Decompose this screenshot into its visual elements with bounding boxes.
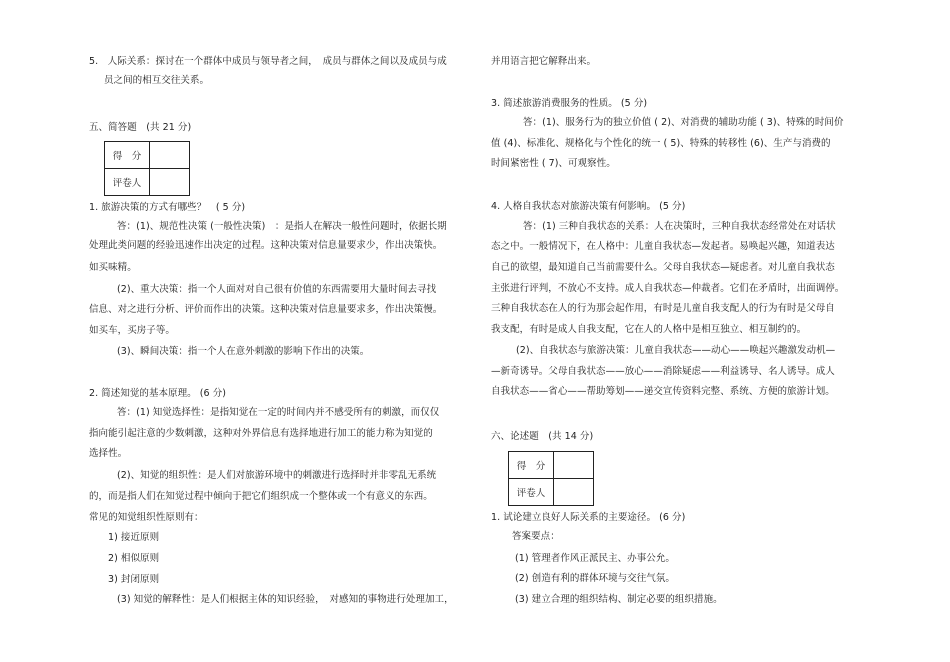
q2-answer-3-line-1: (3) 知觉的解释性：是人们根据主体的知识经验， 对感知的事物进行处理加工， bbox=[117, 594, 454, 605]
q2-principle-1: 1) 接近原则 bbox=[108, 532, 160, 543]
score-cell[interactable] bbox=[554, 452, 594, 479]
score-table-5 bbox=[104, 141, 190, 196]
essay-1-point-1: (1) 管理者作风正派民主、办事公允。 bbox=[515, 553, 675, 564]
q1-answer-2-line-1: (2)、重大决策：指一个人面对对自己很有价值的东西需要用大量时间去寻找 bbox=[117, 284, 437, 295]
q1-answer-2-line-3: 如买车，买房子等。 bbox=[89, 325, 175, 336]
grader-cell[interactable] bbox=[554, 479, 594, 506]
q4-answer-1-line-5: 三种自我状态在人的行为那会起作用，有时是儿童自我支配人的行为有时是父母自 bbox=[491, 303, 835, 314]
score-label: 得 分 bbox=[105, 142, 150, 169]
q4-title: 4. 人格自我状态对旅游决策有何影响。 (5 分) bbox=[491, 201, 686, 212]
q4-answer-2-line-3: 自我状态——省心——帮助筹划——递交宣传资料完整、系统、方便的旅游计划。 bbox=[491, 386, 835, 397]
q3-answer-line-2: 值 (4)、标准化、规格化与个性化的统一 ( 5)、特殊的转移性 (6)、生产与消费的 bbox=[491, 138, 831, 149]
score-label: 得 分 bbox=[509, 452, 554, 479]
q2-answer-1-line-2: 指向能引起注意的少数刺激，这种对外界信息有选择地进行加工的能力称为知觉的 bbox=[89, 428, 433, 439]
q1-answer-3-line-1: (3)、瞬间决策：指一个人在意外刺激的影响下作出的决策。 bbox=[117, 346, 370, 357]
q1-title: 1. 旅游决策的方式有哪些？ ( 5 分) bbox=[89, 202, 246, 213]
q4-answer-1-line-4: 主张进行评判，不放心不支持。成人自我状态—仲裁者。它们在矛盾时，出面调停。 bbox=[491, 283, 845, 294]
q2-principle-2: 2) 相似原则 bbox=[108, 553, 160, 564]
section-5-title: 五、简答题 (共 21 分) bbox=[89, 122, 192, 133]
essay-1-point-3: (3) 建立合理的组织结构、制定必要的组织措施。 bbox=[515, 594, 723, 605]
grader-cell[interactable] bbox=[150, 169, 190, 196]
q3-title: 3. 简述旅游消费服务的性质。 (5 分) bbox=[491, 98, 648, 109]
q1-answer-1-line-3: 如买味精。 bbox=[89, 262, 137, 273]
q1-answer-2-line-2: 信息、对之进行分析、评价而作出的决策。这种决策对信息量要求多，作出决策慢。 bbox=[89, 304, 443, 315]
q4-answer-1-line-6: 我支配，有时是成人自我支配，它在人的人格中是相互独立、相互制约的。 bbox=[491, 324, 807, 335]
q2-title: 2. 简述知觉的基本原理。 (6 分) bbox=[89, 388, 227, 399]
grader-label: 评卷人 bbox=[105, 169, 150, 196]
q2-answer-2-line-1: (2)、知觉的组织性：是人们对旅游环境中的刺激进行选择时并非零乱无系统 bbox=[117, 470, 437, 481]
q2-principles-title: 常见的知觉组织性原则有： bbox=[89, 512, 204, 523]
essay-1-point-2: (2) 创造有利的群体环境与交往气氛。 bbox=[515, 573, 675, 584]
grader-label: 评卷人 bbox=[509, 479, 554, 506]
score-cell[interactable] bbox=[150, 142, 190, 169]
q5-line-1: 5. 人际关系：探讨在一个群体中成员与领导者之间， 成员与群体之间以及成员与成 bbox=[89, 56, 447, 67]
q2-principle-3: 3) 封闭原则 bbox=[108, 574, 160, 585]
q1-answer-1-line-1: 答：(1)、规范性决策 (一般性决策) ：是指人在解决一般性问题时，依据长期 bbox=[117, 221, 447, 232]
continuation-line: 并用语言把它解释出来。 bbox=[491, 56, 597, 67]
essay-1-points-title: 答案要点： bbox=[512, 531, 560, 542]
q4-answer-2-line-1: (2)、自我状态与旅游决策：儿童自我状态——动心——唤起兴趣激发动机— bbox=[516, 345, 836, 356]
q4-answer-2-line-2: —新奇诱导。父母自我状态——放心——消除疑虑——利益诱导、名人诱导。成人 bbox=[491, 366, 835, 377]
score-table-6 bbox=[508, 451, 594, 506]
essay-1-title: 1. 试论建立良好人际关系的主要途径。 (6 分) bbox=[491, 512, 686, 523]
q4-answer-1-line-3: 自己的欲望，最知道自己当前需要什么。父母自我状态—疑虑者。对儿童自我状态 bbox=[491, 262, 835, 273]
q2-answer-2-line-2: 的，而是指人们在知觉过程中倾向于把它们组织成一个整体或一个有意义的东西。 bbox=[89, 491, 433, 502]
q3-answer-line-3: 时间紧密性 ( 7)、可观察性。 bbox=[491, 158, 616, 169]
q1-answer-1-line-2: 处理此类问题的经验迅速作出决定的过程。这种决策对信息量要求少，作出决策快。 bbox=[89, 240, 443, 251]
q2-answer-1-line-1: 答：(1) 知觉选择性：是指知觉在一定的时间内并不感受所有的刺激，而仅仅 bbox=[117, 407, 440, 418]
q2-answer-1-line-3: 选择性。 bbox=[89, 448, 128, 459]
q5-line-2: 员之间的相互交往关系。 bbox=[104, 75, 210, 86]
q4-answer-1-line-1: 答：(1) 三种自我状态的关系：人在决策时，三种自我状态经常处在对话状 bbox=[523, 221, 836, 232]
q3-answer-line-1: 答：(1)、服务行为的独立价值 ( 2)、对消费的辅助功能 ( 3)、特殊的时间价 bbox=[523, 117, 844, 128]
section-6-title: 六、论述题 (共 14 分) bbox=[491, 431, 594, 442]
q4-answer-1-line-2: 态之中。一般情况下，在人格中：儿童自我状态—发起者。易唤起兴趣，知道表达 bbox=[491, 241, 835, 252]
